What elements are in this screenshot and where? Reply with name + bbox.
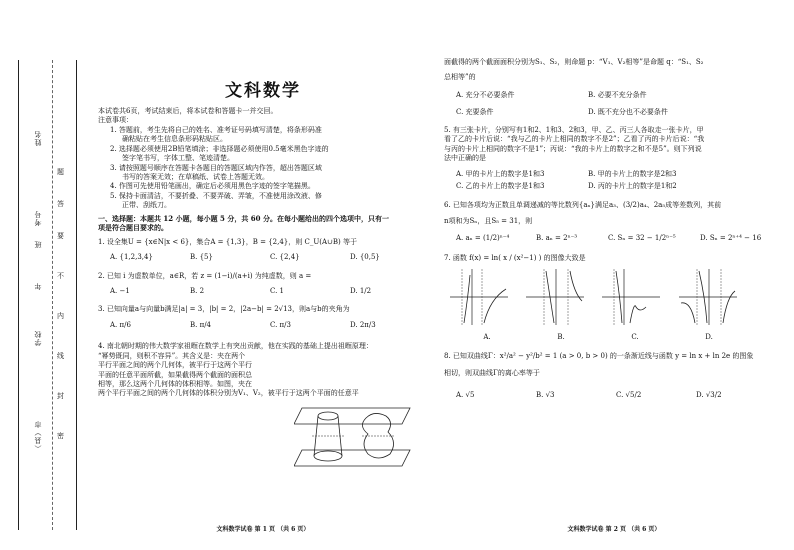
option-b: B. {5} [190,253,213,262]
q5-line: 与丙的卡片上相同的数字不是1”；丙说：“我的卡片上的数字之和不是5”。则下列说 [444,144,702,153]
class-label: 班 [34,240,42,248]
seal-char: 线 [57,352,64,360]
page-2 [444,0,784,550]
graph-label-c: C. [631,332,639,341]
option-c: C. {2,4} [270,253,300,262]
page-1 [98,0,428,550]
q7-stem: 7. 函数 f(x) = ln( x / (x²−1) ) 的图像大致是 [444,253,586,262]
seal-char: 要 [57,232,64,240]
graph-d [679,267,737,327]
q8-line: 8. 已知双曲线Γ：x²/a² − y²/b² = 1 (a > 0, b > 0) 的一条渐近线与函数 y = ln x + ln 2e 的图象 [444,352,754,360]
graph-b [526,267,584,327]
option-d: D. √3/2 [696,390,722,399]
seal-char: 题 [57,168,64,176]
question-7 [444,254,784,342]
notice-line: 确粘贴在考生信息条形码粘贴区。 [122,135,227,144]
section1-heading: 一、选择题：本题共 12 小题，每小题 5 分，共 60 分。在每小题给出的四个选项中，只有一 [98,213,389,223]
option-b: B. aₙ = 2ⁿ⁻³ [536,234,578,243]
q5-line: 法中正确的是 [444,154,486,163]
school-label: 学校 [34,330,42,346]
binding-strip [0,0,96,550]
option-c: C. 充要条件 [456,108,494,117]
q6-line: 6. 已知各项均为正数且单调递减的等比数列{aₙ}满足a₃、(3/2)a₄、2a₅成等差数列，其前 [444,201,722,210]
exam-title: 文科数学 [225,81,301,101]
q1-options [98,253,428,262]
section1-heading-cont: 项是符合题目要求的。 [98,223,168,233]
option-a: A. 甲的卡片上的数字是1和3 [456,169,545,178]
option-d: D. 2π/3 [350,320,376,329]
option-c: C. 1 [270,286,285,295]
q8-options [444,391,784,400]
q3-options [98,321,428,330]
notice-line: 3. 请按照题号顺序在答题卡各题目的答题区域内作答，超出答题区域 [110,163,322,172]
graph-label-a: A. [483,332,491,341]
q4-cont-line: 面截得的两个截面面积分别为S₁、S₂，则命题 p：“V₁、V₂相等”是命题 q：“S₁、S₂ [444,58,704,66]
q5-options-row1 [444,170,784,179]
option-a: A. aₙ = (1/2)ⁿ⁻⁴ [456,234,510,243]
q6-line: n项和为Sₙ，且S₅ = 31，则 [444,216,533,225]
option-c: C. 乙的卡片上的数字是1和3 [456,181,545,190]
q7-graphs [444,267,784,330]
binding-dashed-line [52,60,53,530]
q4-options-row2 [444,108,784,117]
option-c: C. √5/2 [616,390,642,399]
zu-geng-figure [294,398,418,476]
question-4 [98,342,428,399]
q5-line: 看了乙的卡片后说：“我与乙的卡片上相同的数字不是2”；乙看了丙的卡片后说：“我 [444,135,705,144]
name-label: 姓名 [34,130,42,146]
notice-heading: 注意事项： [98,116,133,125]
option-a: A. π/6 [110,320,131,329]
page-1-footer: 文科数学试卷 第 1 页 （共 6 页） [216,525,310,533]
exam-no-label: 考号 [34,210,42,226]
option-b: B. 2 [190,286,205,295]
graph-label-b: B. [557,332,565,341]
question-8 [444,352,784,400]
seal-char: 封 [57,392,64,400]
seal-char: 密 [57,432,64,440]
q2-options [98,287,428,296]
seal-char: 不 [57,272,64,280]
q4-options-row1 [444,91,784,100]
option-c: C. π/3 [270,320,291,329]
intro-text: 本试卷共6页，考试结束后，将本试卷和答题卡一并交回。 [98,106,278,115]
seal-char: 内 [57,312,64,320]
question-4-cont [444,58,784,118]
option-d: D. 既不充分也不必要条件 [588,108,668,117]
graph-a [450,267,508,327]
notice-line: 签字笔书写，字体工整、笔迹清楚。 [122,154,234,163]
q1-stem: 1. 设全集U = {x∈N|x < 6}，集合A = {1,3}，B = {2,4}，则 C_U(A∪B) 等于 [98,237,357,246]
grade-label: 年 [34,282,42,290]
question-6 [444,201,784,243]
q4-cont-line: 总相等”的 [444,73,476,82]
binding-line-inner [76,60,77,530]
q2-stem: 2. 已知 i 为虚数单位，a∈R，若 z = (1−i)/(a+i) 为纯虚数，则 a = [98,271,312,280]
question-3 [98,305,428,330]
option-a: A. −1 [110,286,130,295]
q6-options [444,234,784,243]
q5-line: 5. 有三张卡片，分别写有1和2、1和3、2和3，甲、乙、丙三人各取走一张卡片，甲 [444,125,704,134]
q4-line: 平面的任意平面所截，如果截得两个截面的面积总 [98,370,252,379]
option-b: B. 甲的卡片上的数字是2和3 [588,169,677,178]
option-b: B. √3 [536,390,555,399]
q3-stem: 3. 已知向量a与向量b满足|a| = 3，|b| = 2，|2a−b| = 2√13，则a与b的夹角为 [98,305,350,314]
binding-line-outer [18,60,19,530]
question-5 [444,126,784,192]
option-a: A. 充分不必要条件 [456,90,515,99]
q4-line: 平行平面之间的两个几何体，被平行于这两个平行 [98,361,252,370]
q5-options-row2 [444,182,784,191]
notice-line: 2. 选择题必须使用2B铅笔填涂；非选择题必须使用0.5毫米黑色字迹的 [110,144,329,153]
question-1 [98,238,428,263]
graph-c [602,267,660,327]
q8-line: 相切，则双曲线Γ的离心率等于 [444,369,540,378]
option-d: D. Sₙ = 2ⁿ⁺⁴ − 16 [700,234,762,243]
notice-line: 书写的答案无效；在草稿纸、试卷上答题无效。 [122,173,269,181]
option-d: D. 丙的卡片上的数字是1和2 [588,181,677,190]
q4-line: 两个平行平面之间的两个几何体的体积分别为V₁、V₂，被平行于这两个平面的任意平 [98,389,359,398]
option-b: B. π/4 [190,320,212,329]
option-d: D. 1/2 [350,286,372,295]
option-a: A. {1,2,3,4} [110,253,153,262]
graph-label-d: D. [705,332,713,341]
county-label: （县）市 [34,420,42,452]
option-c: C. Sₙ = 32 − 1/2ⁿ⁻⁵ [608,234,676,243]
seal-char: 答 [57,200,64,208]
notice-line: 4. 作图可先使用铅笔画出，确定后必须用黑色字迹的签字笔描黑。 [110,182,315,191]
q4-line: 4. 南北朝时期的伟大数学家祖暅在数学上有突出贡献，他在实践的基础上提出祖暅原理： [98,342,373,351]
q4-line: “幂势既同，则积不容异”。其含义是：夹在两个 [98,351,246,360]
notice-line: 1. 答题前，考生先将自己的姓名、准考证号码填写清楚，将条形码准 [110,125,322,134]
option-b: B. 必要不充分条件 [588,90,647,99]
notice-line: 正带、刮纸刀。 [122,201,171,210]
q7-graph-labels [444,333,784,342]
option-a: A. √5 [456,390,475,399]
q4-line: 相等，那么这两个几何体的体积相等。如图，夹在 [98,380,252,388]
question-2 [98,272,428,297]
notice-line: 5. 保持卡面清洁，不要折叠、不要弄破、弄皱，不准使用涂改液、修 [110,191,322,200]
page-2-footer: 文科数学试卷 第 2 页 （共 6 页） [567,525,661,533]
notice-list [98,126,428,211]
option-d: D. {0,5} [350,253,380,262]
